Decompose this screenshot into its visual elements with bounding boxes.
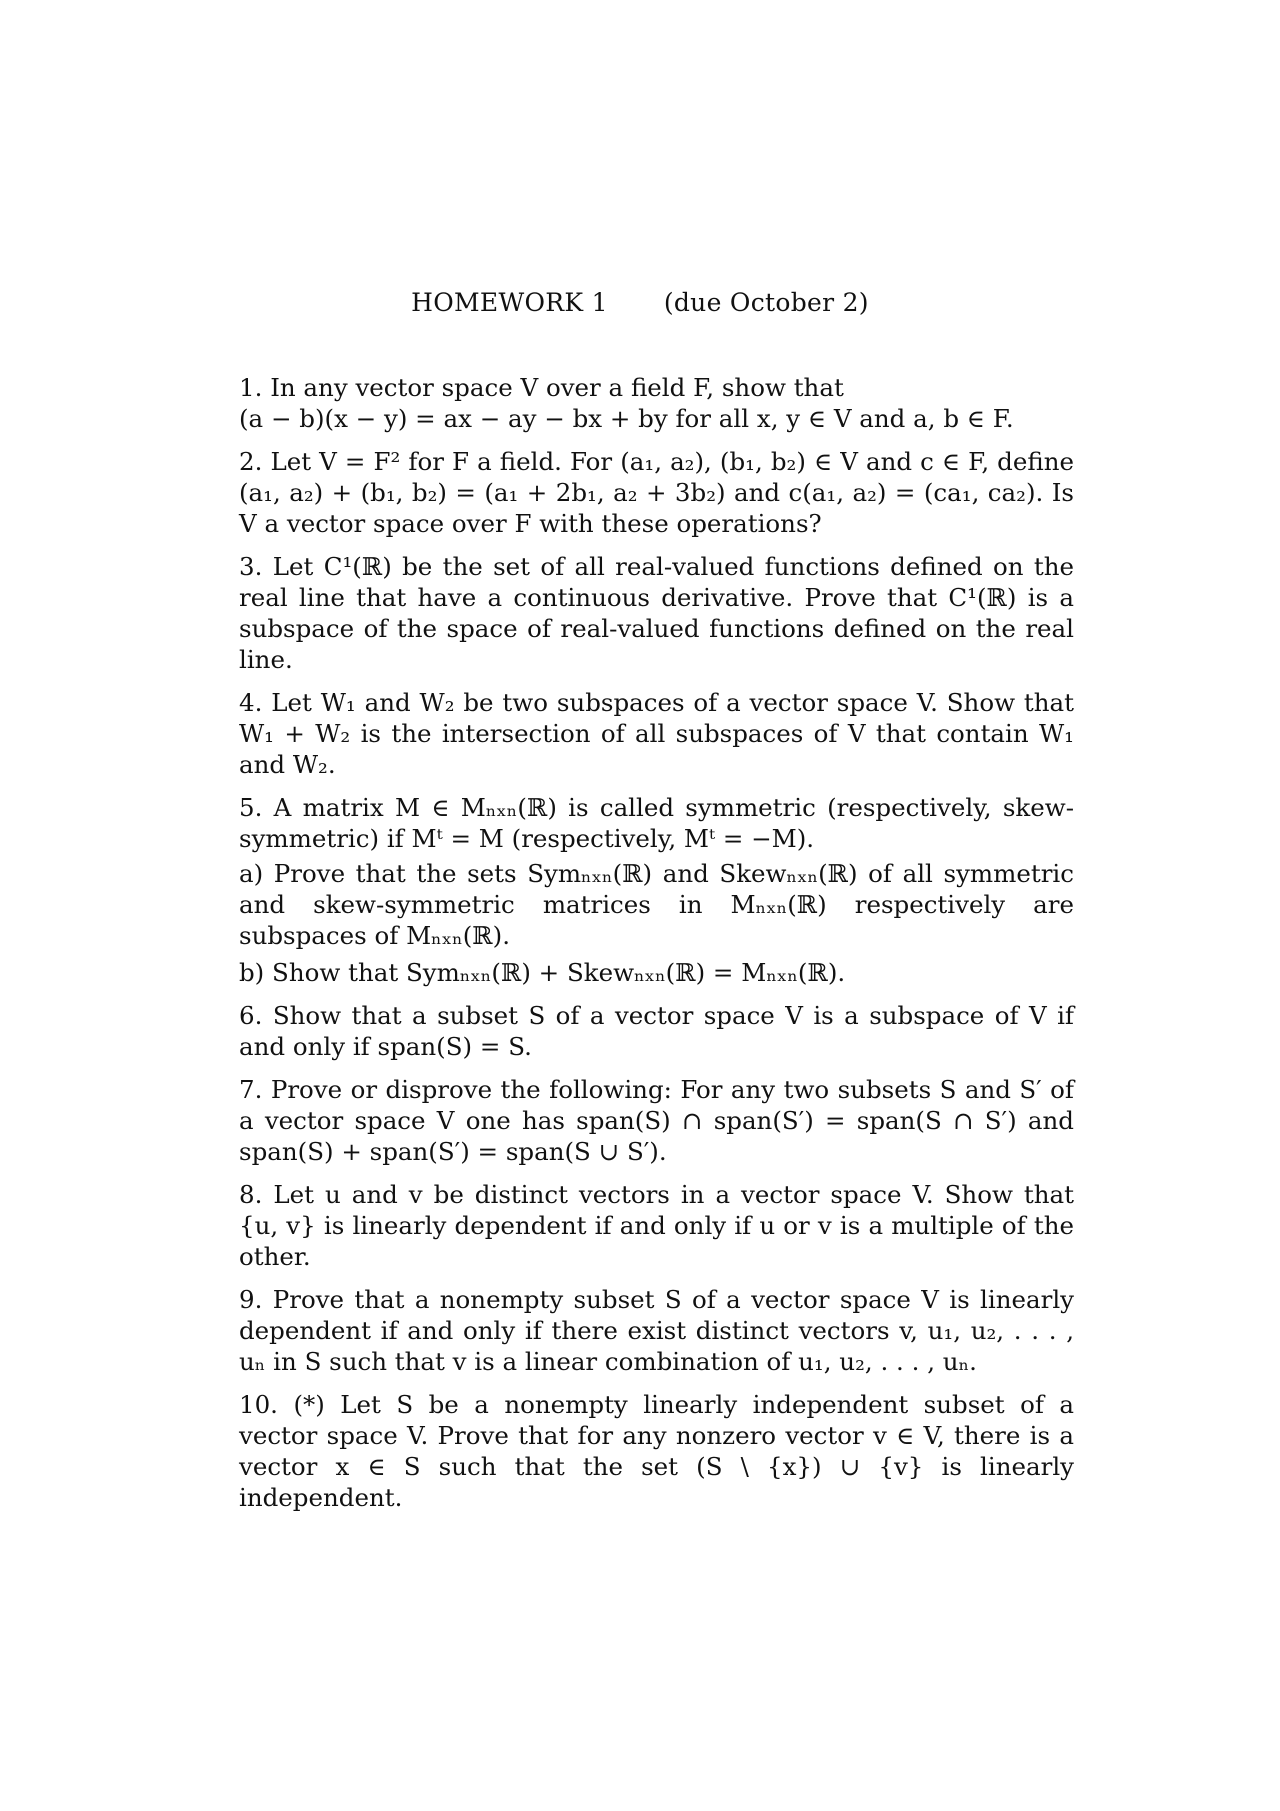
problem-number: 2. [239,447,263,476]
problem-number: 6. [239,1001,263,1030]
problem-text: In any vector space V over a field F, show that [270,373,844,402]
problem-3 [239,551,1074,675]
problem-number: 4. [239,688,263,717]
problem-text: A matrix M ∈ Mₙₓₙ(ℝ) is called symmetric (respectively, skew-symmetric) if Mᵗ = M (respectively, Mᵗ = −M). [239,793,1074,853]
problem-number: 1. [239,373,263,402]
problem-5-statement [239,792,1074,854]
page-header [0,288,1280,317]
problem-number: 3. [239,552,263,581]
problem-number: 7. [239,1075,263,1104]
due-date: (due October 2) [663,288,869,317]
problem-number: 8. [239,1180,263,1209]
problem-2 [239,446,1074,539]
problem-text: Prove or disprove the following: For any two subsets S and S′ of a vector space V one has span(S) ∩ span(S′) = span(S ∩ S′) and span(S) + span(S′) = span(S ∪ S′). [239,1075,1074,1166]
problem-1-line-2: (a − b)(x − y) = ax − ay − bx + by for all x, y ∈ V and a, b ∈ F. [239,404,1014,433]
problem-1-line-1 [239,372,1074,403]
page-title: HOMEWORK 1 [411,288,608,317]
problem-5 [239,792,1074,988]
problem-5-part-a: a) Prove that the sets Symₙₓₙ(ℝ) and Skewₙₓₙ(ℝ) of all symmetric and skew-symmetric matrices in Mₙₓₙ(ℝ) respectively are subspaces of Mₙₓₙ(ℝ). [239,859,1074,950]
problem-list [239,372,1074,1525]
problem-text: Let V = F² for F a field. For (a₁, a₂), (b₁, b₂) ∈ V and c ∈ F, define (a₁, a₂) + (b₁, b₂) = (a₁ + 2b₁, a₂ + 3b₂) and c(a₁, a₂) = (ca₁, ca₂). Is V a vector space over F with these operations? [239,447,1074,538]
problem-1 [239,372,1074,434]
problem-number: 9. [239,1285,263,1314]
problem-text: (*) Let S be a nonempty linearly independent subset of a vector space V. Prove that for any nonzero vector v ∈ V, there is a vector x ∈ S such that the set (S \ {x}) ∪ {v} is linearly independent. [239,1390,1075,1512]
problem-9 [239,1284,1074,1377]
problem-text: Let u and v be distinct vectors in a vector space V. Show that {u, v} is linearly dependent if and only if u or v is a multiple of the other. [239,1180,1074,1271]
problem-text: Let C¹(ℝ) be the set of all real-valued functions defined on the real line that have a continuous derivative. Prove that C¹(ℝ) is a subspace of the space of real-valued functions defined on the real line. [239,552,1074,674]
problem-number: 5. [239,793,263,822]
problem-4 [239,687,1074,780]
problem-10 [239,1389,1074,1513]
problem-8 [239,1179,1074,1272]
problem-text: Let W₁ and W₂ be two subspaces of a vector space V. Show that W₁ + W₂ is the intersection of all subspaces of V that contain W₁ and W₂. [239,688,1074,779]
problem-text: Prove that a nonempty subset S of a vector space V is linearly dependent if and only if there exist distinct vectors v, u₁, u₂, . . . , uₙ in S such that v is a linear combination of u₁, u₂, . . . , uₙ. [239,1285,1074,1376]
problem-7 [239,1074,1074,1167]
problem-text: Show that a subset S of a vector space V is a subspace of V if and only if span(S) = S. [239,1001,1074,1061]
problem-5-part-b: b) Show that Symₙₓₙ(ℝ) + Skewₙₓₙ(ℝ) = Mₙₓₙ(ℝ). [239,958,846,987]
problem-number: 10. [239,1390,278,1419]
problem-6 [239,1000,1074,1062]
